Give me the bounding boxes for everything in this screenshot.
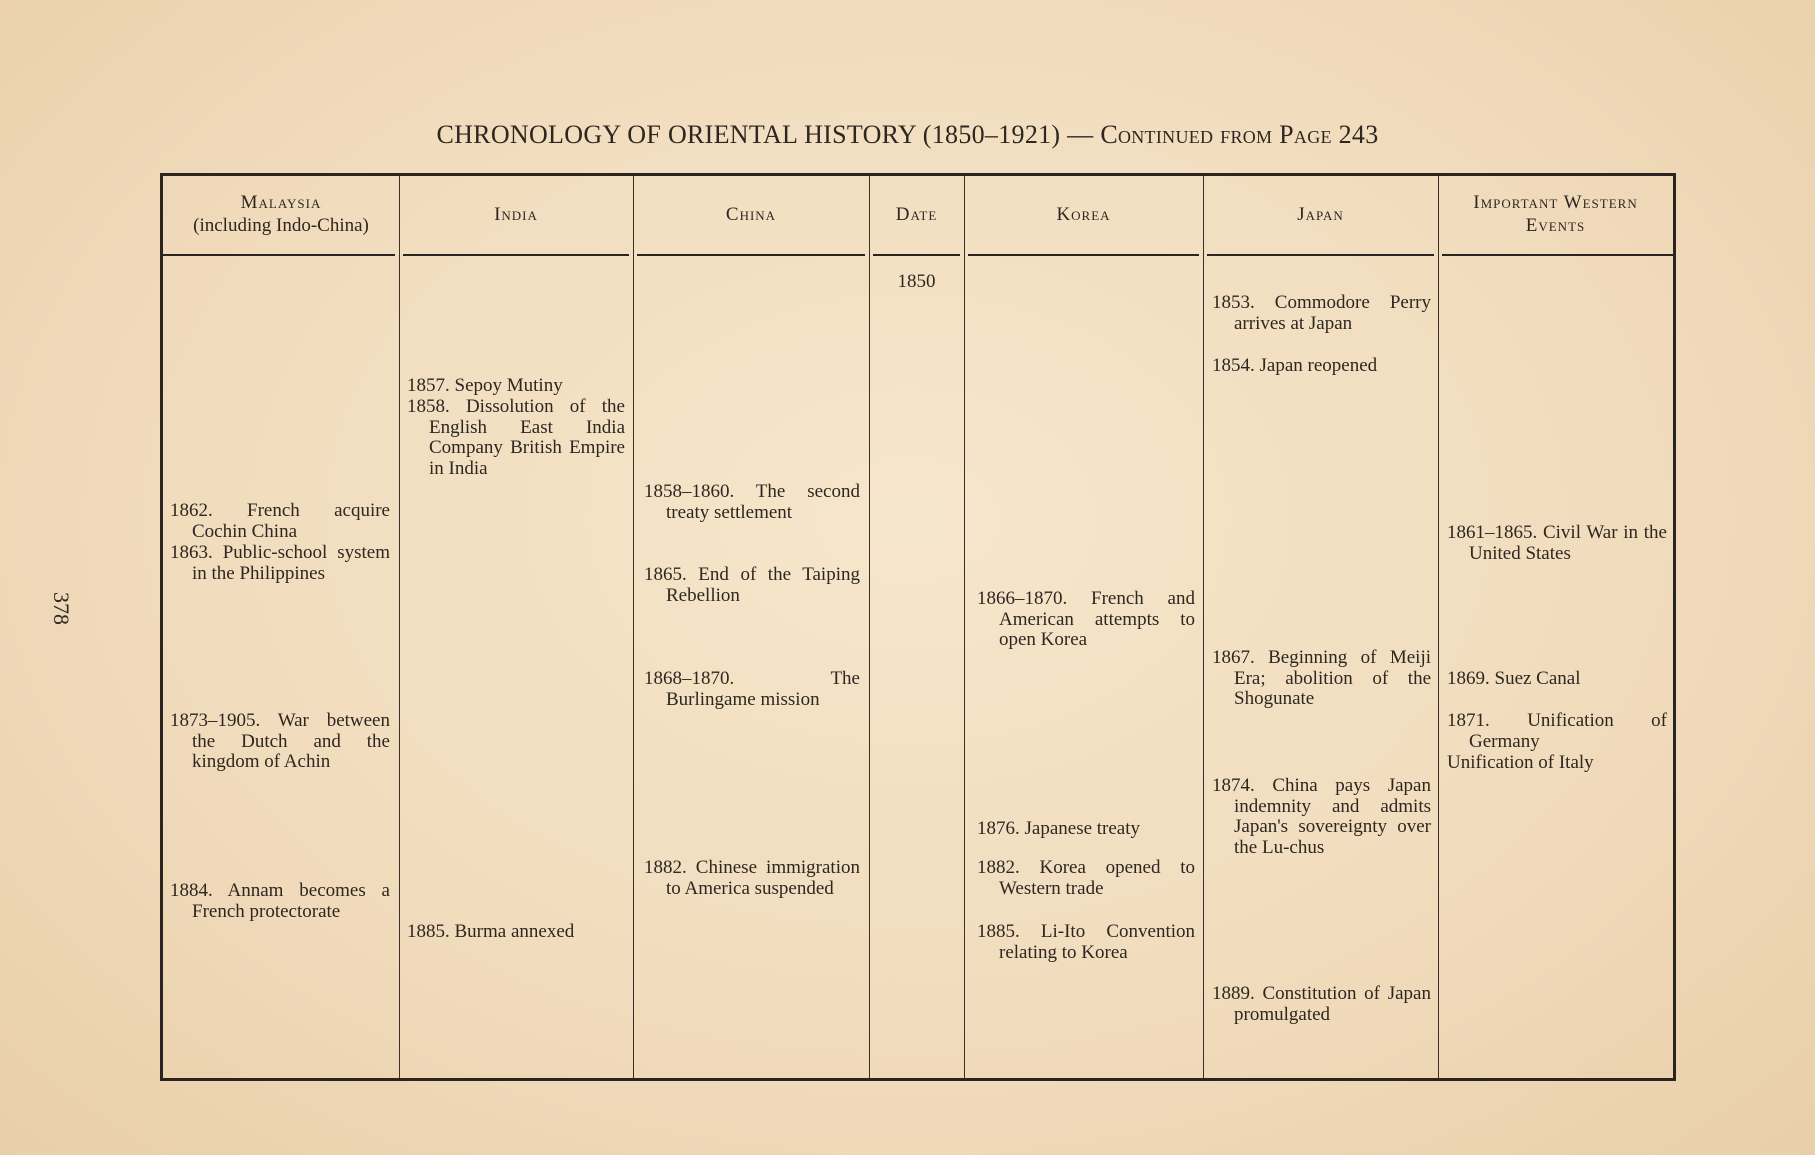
column-divider	[1438, 176, 1439, 1078]
entry-japan-1853: 1853. Commodore Perry arrives at Japan	[1212, 292, 1431, 334]
header-china-label: China	[725, 203, 777, 225]
entry-malaysia-1862: 1862. French acquire Cochin China	[170, 500, 390, 542]
header-malaysia	[163, 176, 399, 254]
header-rule	[968, 254, 1199, 256]
header-india	[399, 176, 633, 254]
page-title	[0, 120, 1815, 150]
page-number: 378	[49, 592, 74, 625]
entry-china-1865: 1865. End of the Taiping Rebellion	[644, 564, 860, 606]
entry-japan-1867: 1867. Beginning of Meiji Era; abolition of the Shogunate	[1212, 647, 1431, 709]
column-divider	[633, 176, 634, 1078]
header-korea-label: Korea	[1056, 203, 1111, 225]
column-divider	[399, 176, 400, 1078]
entry-korea-1866: 1866–1870. French and American attempts to open Korea	[977, 588, 1195, 650]
header-japan	[1203, 176, 1438, 254]
entry-japan-1874: 1874. China pays Japan indemnity and admits Japan's sovereignty over the Lu-chus	[1212, 775, 1431, 858]
entry-malaysia-1873: 1873–1905. War between the Dutch and the kingdom of Achin	[170, 710, 390, 772]
entry-malaysia-1863: 1863. Public-school system in the Philippines	[170, 542, 390, 584]
entry-western-italy: Unification of Italy	[1447, 752, 1594, 773]
header-western	[1438, 176, 1673, 254]
header-date	[869, 176, 964, 254]
column-divider	[964, 176, 965, 1078]
column-divider	[1203, 176, 1204, 1078]
header-rule	[163, 254, 395, 256]
header-date-label: Date	[895, 203, 938, 225]
entry-china-1858: 1858–1860. The second treaty settlement	[644, 481, 860, 523]
header-malaysia-label: Malaysia	[240, 192, 322, 214]
entry-western-1871: 1871. Unification of Germany	[1447, 710, 1667, 752]
header-rule	[1207, 254, 1434, 256]
entry-india-1858: 1858. Dissolution of the English East India Company British Empire in India	[407, 396, 625, 479]
entry-korea-1885: 1885. Li-Ito Convention relating to Korea	[977, 921, 1195, 963]
entry-china-1868: 1868–1870. The Burlingame mission	[644, 668, 860, 710]
entry-japan-1889: 1889. Constitution of Japan promulgated	[1212, 983, 1431, 1025]
header-malaysia-sub: (including Indo-China)	[193, 215, 369, 236]
header-western-label: Important Western Events	[1473, 192, 1638, 236]
entry-malaysia-1884: 1884. Annam becomes a French protectorate	[170, 880, 390, 922]
header-rule	[873, 254, 960, 256]
header-rule	[1442, 254, 1673, 256]
entry-india-1885: 1885. Burma annexed	[407, 921, 575, 942]
header-rule	[403, 254, 629, 256]
header-japan-label: Japan	[1297, 203, 1344, 225]
header-india-label: India	[494, 203, 538, 225]
title-main: CHRONOLOGY OF ORIENTAL HISTORY (1850–1921) —	[436, 120, 1094, 149]
entry-western-1869: 1869. Suez Canal	[1447, 668, 1581, 689]
header-rule	[637, 254, 865, 256]
entry-india-1857: 1857. Sepoy Mutiny	[407, 375, 563, 396]
chronology-table	[160, 173, 1676, 1081]
column-divider	[869, 176, 870, 1078]
entry-date-1850: 1850	[897, 271, 936, 292]
entry-china-1882: 1882. Chinese immigration to America suspended	[644, 857, 860, 899]
entry-western-1861: 1861–1865. Civil War in the United States	[1447, 522, 1667, 564]
header-korea	[964, 176, 1203, 254]
header-china	[633, 176, 869, 254]
entry-japan-1854: 1854. Japan reopened	[1212, 355, 1378, 376]
title-continued: Continued from Page 243	[1100, 120, 1379, 149]
entry-korea-1876: 1876. Japanese treaty	[977, 818, 1141, 839]
entry-korea-1882: 1882. Korea opened to Western trade	[977, 857, 1195, 899]
